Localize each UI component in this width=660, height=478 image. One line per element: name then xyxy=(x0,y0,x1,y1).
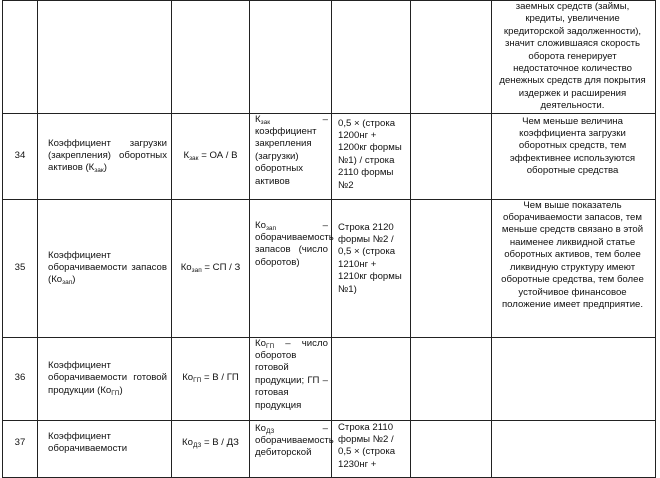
table-row xyxy=(3,337,656,420)
indicator-name: Коэффициент оборачиваемости готовой продукции $(Ко_{ГП})$ xyxy=(38,337,172,420)
formula: $Ко_{ГП} = В$ / ГП xyxy=(172,337,250,420)
indicator-name: Коэффициент оборачиваемости xyxy=(38,420,172,477)
empty-cell xyxy=(411,113,492,199)
indicator-name: Коэффициент оборачиваемости запасов $(Ко_{зап})$ xyxy=(38,199,172,337)
table-row xyxy=(3,199,656,337)
formula: $Ко_{зап}$ = СП / З xyxy=(172,199,250,337)
interpretation xyxy=(492,420,656,477)
empty-cell xyxy=(411,1,492,114)
row-number: 35 xyxy=(3,199,38,337)
table-row xyxy=(3,1,656,114)
name-cell xyxy=(38,1,172,114)
interpretation-text: заемных средств (займы, кредиты, увеличение кредиторской задолженности), значит сложившаяся скорость оборота генерирует недостаточное количество денежных средств для покрытия издержек и расширения деятельности. xyxy=(499,1,646,112)
row-number: 37 xyxy=(3,420,38,477)
formula-description: $Ко_{ГП}$ – число оборотов готовой продукции; ГП – готовая продукция xyxy=(250,337,332,420)
formula-description: $К_{зак}$ – коэффициент закрепления (загрузки) оборотных активов xyxy=(250,113,332,199)
formula-description: $Ко_{зап}$ – оборачиваемость запасов (число оборотов) xyxy=(250,199,332,337)
empty-cell xyxy=(411,420,492,477)
row-number: 36 xyxy=(3,337,38,420)
formula: $Ко_{ДЗ} = В$ / ДЗ xyxy=(172,420,250,477)
interpretation-cell xyxy=(492,1,656,114)
interpretation: Чем меньше величина коэффициента загрузки оборотных средств, тем эффективнее используются оборотные средства xyxy=(492,113,656,199)
calculation: Строка 2120 формы №2 / 0,5 × (строка 1210нг + 1210кг формы №1) xyxy=(332,199,411,337)
formula: $К_{зак}$ = ОА / В xyxy=(172,113,250,199)
calculation xyxy=(332,337,411,420)
row-number: 34 xyxy=(3,113,38,199)
table-row xyxy=(3,420,656,477)
empty-cell xyxy=(411,199,492,337)
num-cell xyxy=(3,1,38,114)
formula-cell xyxy=(172,1,250,114)
interpretation xyxy=(492,337,656,420)
calculation: 0,5 × (строка 1200нг + 1200кг формы №1) / строка 2110 формы №2 xyxy=(332,113,411,199)
calculation-cell xyxy=(332,1,411,114)
description-cell xyxy=(250,1,332,114)
indicator-name: Коэффициент загрузки (закрепления) оборотных активов $(К_{зак})$ xyxy=(38,113,172,199)
indicators-table xyxy=(2,0,656,478)
empty-cell xyxy=(411,337,492,420)
calculation: Строка 2110 формы №2 / 0,5 × (строка 1230нг + xyxy=(332,420,411,477)
formula-description: $Ко_{ДЗ}$ – оборачиваемость дебиторской xyxy=(250,420,332,477)
interpretation: Чем выше показатель оборачиваемости запасов, тем меньше средств связано в этой наименее ликвидной статье оборотных активов, тем более ликвидную структуру имеют оборотные средства, тем более устойчивое финансовое положение имеет предприятие. xyxy=(492,199,656,337)
table-row xyxy=(3,113,656,199)
